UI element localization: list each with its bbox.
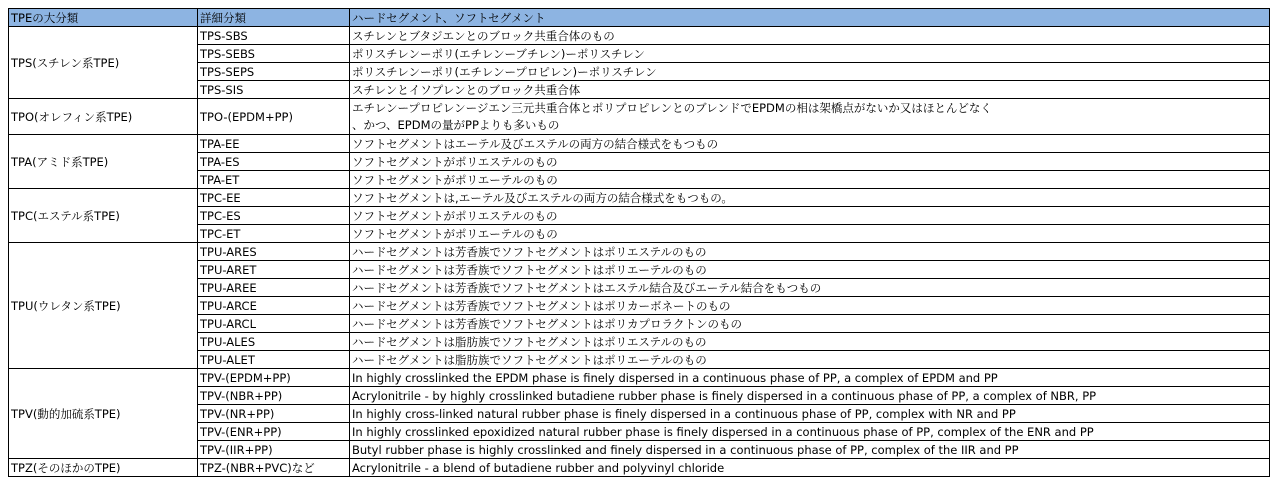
code-cell[interactable]: TPA-ET bbox=[198, 171, 350, 189]
header-category[interactable]: TPEの大分類 bbox=[9, 9, 198, 27]
code-cell[interactable]: TPV-(IIR+PP) bbox=[198, 441, 350, 459]
header-subcategory[interactable]: 詳細分類 bbox=[198, 9, 350, 27]
description-cell[interactable]: ハードセグメントは芳香族でソフトセグメントはポリカーボネートのもの bbox=[350, 297, 1270, 315]
description-cell[interactable]: ハードセグメントは芳香族でソフトセグメントはポリエーテルのもの bbox=[350, 261, 1270, 279]
category-cell[interactable]: TPS(スチレン系TPE) bbox=[9, 27, 198, 99]
table-row bbox=[9, 225, 1270, 243]
table-row bbox=[9, 135, 1270, 153]
description-cell[interactable]: Butyl rubber phase is highly crosslinked and finely dispersed in a continuous phase of PP, complex of the IIR and PP bbox=[350, 441, 1270, 459]
code-cell[interactable]: TPC-ET bbox=[198, 225, 350, 243]
table-row bbox=[9, 459, 1270, 477]
description-cell[interactable]: ソフトセグメントは,エーテル及びエステルの両方の結合様式をもつもの。 bbox=[350, 189, 1270, 207]
table-row bbox=[9, 279, 1270, 297]
category-cell[interactable]: TPU(ウレタン系TPE) bbox=[9, 243, 198, 369]
header-description[interactable]: ハードセグメント、ソフトセグメント bbox=[350, 9, 1270, 27]
code-cell[interactable]: TPV-(EPDM+PP) bbox=[198, 369, 350, 387]
category-cell[interactable]: TPO(オレフィン系TPE) bbox=[9, 99, 198, 135]
table-row bbox=[9, 261, 1270, 279]
table-row bbox=[9, 189, 1270, 207]
description-cell[interactable]: ポリスチレンーポリ(エチレンーブチレン)ーポリスチレン bbox=[350, 45, 1270, 63]
code-cell[interactable]: TPC-EE bbox=[198, 189, 350, 207]
code-cell[interactable]: TPU-ARES bbox=[198, 243, 350, 261]
table-row bbox=[9, 153, 1270, 171]
table-row bbox=[9, 387, 1270, 405]
code-cell[interactable]: TPA-EE bbox=[198, 135, 350, 153]
table-row bbox=[9, 405, 1270, 423]
table-row bbox=[9, 99, 1270, 135]
description-cell[interactable]: In highly cross-linked natural rubber phase is finely dispersed in a continuous phase of PP, complex with NR and PP bbox=[350, 405, 1270, 423]
table-row bbox=[9, 45, 1270, 63]
category-cell[interactable]: TPC(エステル系TPE) bbox=[9, 189, 198, 243]
code-cell[interactable]: TPU-ARET bbox=[198, 261, 350, 279]
code-cell[interactable]: TPV-(NBR+PP) bbox=[198, 387, 350, 405]
code-cell[interactable]: TPO-(EPDM+PP) bbox=[198, 99, 350, 135]
table-row bbox=[9, 297, 1270, 315]
description-cell[interactable]: ポリスチレンーポリ(エチレンープロピレン)ーポリスチレン bbox=[350, 63, 1270, 81]
table-row bbox=[9, 351, 1270, 369]
description-cell[interactable]: ソフトセグメントがポリエーテルのもの bbox=[350, 225, 1270, 243]
description-cell[interactable]: ソフトセグメントがポリエステルのもの bbox=[350, 153, 1270, 171]
code-cell[interactable]: TPU-AREE bbox=[198, 279, 350, 297]
code-cell[interactable]: TPV-(ENR+PP) bbox=[198, 423, 350, 441]
table-row bbox=[9, 315, 1270, 333]
code-cell[interactable]: TPS-SIS bbox=[198, 81, 350, 99]
code-cell[interactable]: TPU-ARCL bbox=[198, 315, 350, 333]
description-cell[interactable]: Acrylonitrile - a blend of butadiene rubber and polyvinyl chloride bbox=[350, 459, 1270, 477]
table-row bbox=[9, 63, 1270, 81]
code-cell[interactable]: TPV-(NR+PP) bbox=[198, 405, 350, 423]
description-line: エチレンープロピレンージエン三元共重合体とポリプロピレンとのブレンドでEPDMの相は架橋点がないか又はほとんどなく bbox=[352, 100, 992, 115]
code-cell[interactable]: TPZ-(NBR+PVC)など bbox=[198, 459, 350, 477]
description-cell[interactable]: ハードセグメントは脂肪族でソフトセグメントはポリエーテルのもの bbox=[350, 351, 1270, 369]
category-cell[interactable]: TPZ(そのほかのTPE) bbox=[9, 459, 198, 477]
table-row bbox=[9, 243, 1270, 261]
category-cell[interactable]: TPV(動的加硫系TPE) bbox=[9, 369, 198, 459]
code-cell[interactable]: TPS-SEBS bbox=[198, 45, 350, 63]
code-cell[interactable]: TPS-SBS bbox=[198, 27, 350, 45]
header-row bbox=[9, 9, 1270, 27]
description-cell[interactable] bbox=[350, 99, 1270, 135]
code-cell[interactable]: TPA-ES bbox=[198, 153, 350, 171]
code-cell[interactable]: TPS-SEPS bbox=[198, 63, 350, 81]
table-row bbox=[9, 333, 1270, 351]
table-row bbox=[9, 171, 1270, 189]
description-cell[interactable]: In highly crosslinked epoxidized natural rubber phase is finely dispersed in a continuous phase of PP, complex of the ENR and PP bbox=[350, 423, 1270, 441]
code-cell[interactable]: TPU-ALES bbox=[198, 333, 350, 351]
description-cell[interactable]: In highly crosslinked the EPDM phase is finely dispersed in a continuous phase of PP, a complex of EPDM and PP bbox=[350, 369, 1270, 387]
description-cell[interactable]: ハードセグメントは芳香族でソフトセグメントはポリカプロラクトンのもの bbox=[350, 315, 1270, 333]
table-row bbox=[9, 423, 1270, 441]
description-cell[interactable]: ハードセグメントは芳香族でソフトセグメントはポリエステルのもの bbox=[350, 243, 1270, 261]
description-cell[interactable]: ソフトセグメントがポリエステルのもの bbox=[350, 207, 1270, 225]
description-cell[interactable]: ハードセグメントは脂肪族でソフトセグメントはポリエステルのもの bbox=[350, 333, 1270, 351]
tpe-classification-table bbox=[8, 8, 1270, 477]
description-cell[interactable]: ハードセグメントは芳香族でソフトセグメントはエステル結合及びエーテル結合をもつもの bbox=[350, 279, 1270, 297]
code-cell[interactable]: TPU-ARCE bbox=[198, 297, 350, 315]
code-cell[interactable]: TPC-ES bbox=[198, 207, 350, 225]
category-cell[interactable]: TPA(アミド系TPE) bbox=[9, 135, 198, 189]
table-row bbox=[9, 27, 1270, 45]
description-cell[interactable]: スチレンとイソプレンとのブロック共重合体 bbox=[350, 81, 1270, 99]
description-line: 、かつ、EPDMの量がPPよりも多いもの bbox=[352, 117, 560, 132]
table-row bbox=[9, 441, 1270, 459]
table-row bbox=[9, 207, 1270, 225]
table-row bbox=[9, 369, 1270, 387]
code-cell[interactable]: TPU-ALET bbox=[198, 351, 350, 369]
description-cell[interactable]: スチレンとブタジエンとのブロック共重合体のもの bbox=[350, 27, 1270, 45]
table-row bbox=[9, 81, 1270, 99]
description-cell[interactable]: ソフトセグメントはエーテル及びエステルの両方の結合様式をもつもの bbox=[350, 135, 1270, 153]
description-cell[interactable]: Acrylonitrile - by highly crosslinked butadiene rubber phase is finely dispersed in a continuous phase of PP, a complex of NBR, PP bbox=[350, 387, 1270, 405]
description-cell[interactable]: ソフトセグメントがポリエーテルのもの bbox=[350, 171, 1270, 189]
